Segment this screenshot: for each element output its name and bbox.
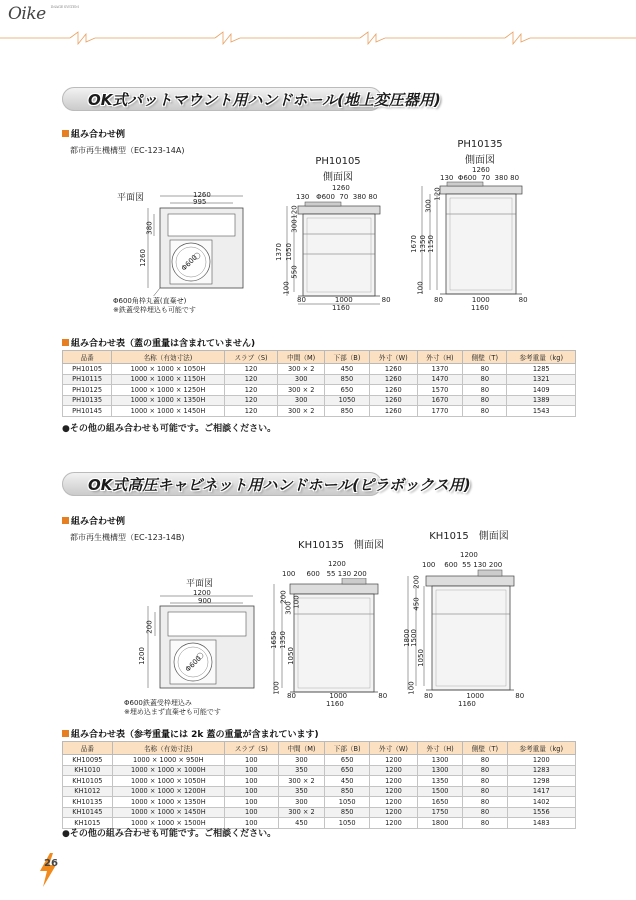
s2-side1-h4: 1350 xyxy=(278,631,287,649)
table-cell: 80 xyxy=(463,374,507,385)
s2-side2-h2: 1800 xyxy=(402,629,411,647)
table-cell: 1389 xyxy=(507,395,576,406)
table-header-cell: 参考重量（kg) xyxy=(507,351,576,364)
table-cell: 1556 xyxy=(507,807,575,818)
s2-side2-h0: 200 xyxy=(412,575,421,589)
s1-side2-h2: 1150 xyxy=(426,235,435,253)
table-cell: 1483 xyxy=(507,818,575,829)
s2-side2-base: 1160 xyxy=(458,700,476,708)
table-cell: 1200 xyxy=(370,765,418,776)
table-header-cell: 名称（有効寸法) xyxy=(112,351,224,364)
section2-standard: 都市再生機構型（EC-123-14B) xyxy=(70,533,185,542)
s2-plan-d-inner: 200 xyxy=(145,620,154,634)
table-cell: 1050 xyxy=(325,797,370,808)
s1-side2-h0: 1670 xyxy=(409,235,418,253)
s2-side1-h1: 300 xyxy=(284,601,293,615)
section2-combo-heading: 組み合わせ例 xyxy=(62,514,125,527)
table-cell: 80 xyxy=(463,807,507,818)
s1-side2-h4: 120 xyxy=(433,187,442,201)
page-number: 26 xyxy=(44,858,58,869)
s1-side1-h1: 1050 xyxy=(284,243,293,261)
s1-side2-h1: 1350 xyxy=(418,235,427,253)
table-cell: 1050 xyxy=(325,818,370,829)
section2-table-heading: 組み合わせ表（参考重量には 2k 蓋の重量が含まれています) xyxy=(62,727,319,740)
table-row xyxy=(63,364,576,375)
table-cell: 80 xyxy=(463,765,507,776)
table-cell: 300 xyxy=(278,374,325,385)
table-row xyxy=(63,776,576,787)
table-cell: 1800 xyxy=(417,818,463,829)
section1-footer-note: ●その他の組み合わせも可能です。ご相談ください。 xyxy=(62,424,277,434)
s1-side2-label: PH10135 xyxy=(457,139,503,150)
s2-side1-h3: 1650 xyxy=(269,631,278,649)
table-cell: 1200 xyxy=(370,755,418,766)
table-cell: 650 xyxy=(325,765,370,776)
table-cell: 1000 × 1000 × 1200H xyxy=(112,786,224,797)
table-cell: 1260 xyxy=(369,385,417,396)
table-cell: 850 xyxy=(325,786,370,797)
table-cell: 1570 xyxy=(417,385,463,396)
table-header-cell: 中間（M) xyxy=(278,742,325,755)
table-cell: 350 xyxy=(278,765,325,776)
table-cell: 1200 xyxy=(370,818,418,829)
s2-side1-seg: 100 600 55 130 200 xyxy=(282,570,367,578)
table-header-cell: 下部（B) xyxy=(325,742,370,755)
section2-plan-label: 平面図 xyxy=(186,579,214,589)
table-cell: 80 xyxy=(463,776,507,787)
table-cell: 1350 xyxy=(417,776,463,787)
table-cell: 650 xyxy=(324,385,369,396)
table-cell: 1000 × 1000 × 1150H xyxy=(112,374,224,385)
table-cell: 300 × 2 xyxy=(278,406,325,417)
table-cell: 1000 × 1000 × 1050H xyxy=(112,776,224,787)
company-logo: Oike $^{IMAGE SYSTEM}$ xyxy=(8,4,79,24)
table-cell: 1402 xyxy=(507,797,575,808)
table-cell: 1200 xyxy=(507,755,575,766)
s1-side1-label: PH10105 xyxy=(315,156,361,167)
table-cell: 100 xyxy=(224,755,278,766)
table-header-cell: 外寸（H) xyxy=(417,351,463,364)
table-cell: 100 xyxy=(224,786,278,797)
s2-side1-bottom: 80 1000 80 xyxy=(287,692,388,700)
table-cell: 300 xyxy=(278,395,325,406)
s1-plan-note-1: Φ600角枠丸蓋(直棄せ) xyxy=(113,297,187,305)
table-cell: 80 xyxy=(463,395,507,406)
table-cell: 1300 xyxy=(417,765,463,776)
table-cell: 1200 xyxy=(370,776,418,787)
table-header-cell: 中間（M) xyxy=(278,351,325,364)
s1-side1-top: 1260 xyxy=(332,184,350,192)
section1-spec-table xyxy=(62,350,576,417)
table-cell: 1260 xyxy=(369,395,417,406)
s2-side1-h5: 1050 xyxy=(286,647,295,665)
section1-title: OK式パットマウント用ハンドホール(地上変圧器用) xyxy=(88,91,441,109)
table-cell: PH10145 xyxy=(63,406,112,417)
table-cell: 1283 xyxy=(507,765,575,776)
table-row xyxy=(63,807,576,818)
table-header-cell: 側壁（T) xyxy=(463,742,507,755)
table-cell: 120 xyxy=(224,364,278,375)
s1-side1-bottom: 80 1000 80 xyxy=(297,296,391,304)
s1-side1-h3: 120 xyxy=(290,205,299,219)
table-header-cell: 側壁（T) xyxy=(463,351,507,364)
table-cell: 850 xyxy=(325,807,370,818)
table-cell: 1000 × 1000 × 1050H xyxy=(112,364,224,375)
table-cell: 100 xyxy=(224,807,278,818)
table-cell: 1670 xyxy=(417,395,463,406)
table-header-cell: スラブ（S) xyxy=(224,351,278,364)
s2-side2-h5: 100 xyxy=(407,681,416,695)
table-cell: 1470 xyxy=(417,374,463,385)
table-cell: 1750 xyxy=(417,807,463,818)
table-cell: PH10105 xyxy=(63,364,112,375)
table-cell: KH10145 xyxy=(63,807,113,818)
table-cell: 100 xyxy=(224,765,278,776)
table-cell: 1000 × 1000 × 1450H xyxy=(112,807,224,818)
table-row xyxy=(63,374,576,385)
section2-footer-note: ●その他の組み合わせも可能です。ご相談ください。 xyxy=(62,829,277,839)
table-cell: 120 xyxy=(224,395,278,406)
s1-side1-sublabel: 側面図 xyxy=(323,172,353,183)
s1-side2-seg: 130 Φ600 70 380 80 xyxy=(440,174,520,182)
table-cell: 850 xyxy=(324,406,369,417)
table-row xyxy=(63,406,576,417)
s1-side1-base: 1160 xyxy=(332,304,350,312)
header-line xyxy=(0,28,636,48)
s2-side1-h2: 100 xyxy=(292,595,301,609)
s1-plan-w-outer: 1260 xyxy=(193,191,211,199)
table-cell: 450 xyxy=(278,818,325,829)
table-cell: 1000 × 1000 × 1000H xyxy=(112,765,224,776)
s1-side2-bottom: 80 1000 80 xyxy=(434,296,528,304)
s2-side2-bottom: 80 1000 80 xyxy=(424,692,525,700)
s2-side2-top: 1200 xyxy=(460,551,478,559)
table-cell: 80 xyxy=(463,818,507,829)
table-header-cell: 外寸（W) xyxy=(370,742,418,755)
table-cell: 1285 xyxy=(507,364,576,375)
s1-plan-d-inner: 380 xyxy=(145,221,154,235)
s1-side2-sublabel: 側面図 xyxy=(465,155,495,166)
s2-plan-note-2: ※埋め込まず直棄せも可能です xyxy=(124,708,221,716)
table-cell: 300 xyxy=(278,797,325,808)
table-cell: 80 xyxy=(463,786,507,797)
s2-plan-w-inner: 900 xyxy=(198,597,212,605)
table-cell: 650 xyxy=(325,755,370,766)
section1-standard: 都市再生機構型（EC-123-14A) xyxy=(70,146,185,155)
table-cell: PH10125 xyxy=(63,385,112,396)
table-cell: 1050 xyxy=(324,395,369,406)
table-cell: 100 xyxy=(224,797,278,808)
table-cell: 1200 xyxy=(370,797,418,808)
table-cell: 100 xyxy=(224,818,278,829)
s2-plan-w-outer: 1200 xyxy=(193,589,211,597)
table-cell: 1000 × 1000 × 1350H xyxy=(112,797,224,808)
table-header-cell: 品番 xyxy=(63,351,112,364)
table-header-cell: 下部（B) xyxy=(324,351,369,364)
table-row xyxy=(63,755,576,766)
table-cell: 300 × 2 xyxy=(278,776,325,787)
table-cell: 1000 × 1000 × 1250H xyxy=(112,385,224,396)
s1-plan-d-outer: 1260 xyxy=(138,249,147,267)
table-cell: KH1012 xyxy=(63,786,113,797)
table-cell: 300 × 2 xyxy=(278,364,325,375)
table-row xyxy=(63,765,576,776)
section1-combo-heading: 組み合わせ例 xyxy=(62,127,125,140)
s1-side2-h5: 100 xyxy=(416,281,425,295)
table-cell: 1000 × 1000 × 1450H xyxy=(112,406,224,417)
table-cell: 1370 xyxy=(417,364,463,375)
s1-plan-w-inner: 995 xyxy=(193,198,207,206)
table-cell: 120 xyxy=(224,385,278,396)
s1-side1-h2: 300 xyxy=(290,219,299,233)
table-cell: 120 xyxy=(224,406,278,417)
table-cell: PH10135 xyxy=(63,395,112,406)
section1-plan-label: 平面図 xyxy=(117,193,145,203)
s1-side2-h3: 300 xyxy=(424,199,433,213)
table-cell: 300 × 2 xyxy=(278,807,325,818)
s1-side1-h4: 550 xyxy=(290,265,299,279)
s1-side2-top: 1260 xyxy=(472,166,490,174)
table-cell: 1200 xyxy=(370,807,418,818)
s2-side1-base: 1160 xyxy=(326,700,344,708)
table-cell: 350 xyxy=(278,786,325,797)
table-cell: 120 xyxy=(224,374,278,385)
table-cell: 1321 xyxy=(507,374,576,385)
table-header-cell: 外寸（W) xyxy=(369,351,417,364)
table-row xyxy=(63,395,576,406)
table-cell: 1200 xyxy=(370,786,418,797)
s2-side2-label: KH1015 側面図 xyxy=(429,531,509,542)
table-cell: 450 xyxy=(324,364,369,375)
table-cell: 100 xyxy=(224,776,278,787)
table-header-cell: 外寸（H) xyxy=(417,742,463,755)
table-header-cell: スラブ（S) xyxy=(224,742,278,755)
s2-side1-label: KH10135 側面図 xyxy=(298,540,384,551)
table-cell: 1417 xyxy=(507,786,575,797)
table-row xyxy=(63,385,576,396)
s1-side1-h5: 100 xyxy=(282,281,291,295)
table-cell: 300 xyxy=(278,755,325,766)
s2-side1-h6: 100 xyxy=(272,681,281,695)
table-header-cell: 参考重量（kg) xyxy=(507,742,575,755)
table-cell: KH10105 xyxy=(63,776,113,787)
table-cell: 1543 xyxy=(507,406,576,417)
section2-title: OK式高圧キャビネット用ハンドホール(ピラボックス用) xyxy=(88,476,471,494)
table-row xyxy=(63,786,576,797)
table-cell: 1409 xyxy=(507,385,576,396)
s1-side1-h0: 1370 xyxy=(274,243,283,261)
section1-table-heading: 組み合わせ表（蓋の重量は含まれていません) xyxy=(62,336,255,349)
section2-spec-table xyxy=(62,741,576,829)
s2-side1-h0: 200 xyxy=(279,590,288,604)
s2-side2-seg: 100 600 55 130 200 xyxy=(422,561,503,569)
s2-side2-h4: 1050 xyxy=(416,649,425,667)
table-cell: 1298 xyxy=(507,776,575,787)
table-header-cell: 品番 xyxy=(63,742,113,755)
s2-plan-note-1: Φ600鉄蓋受枠埋込み xyxy=(124,699,192,707)
table-cell: 300 × 2 xyxy=(278,385,325,396)
table-cell: 80 xyxy=(463,364,507,375)
table-cell: 1260 xyxy=(369,364,417,375)
s2-side2-h1: 450 xyxy=(412,597,421,611)
s2-plan-hole: Φ600 xyxy=(183,654,203,674)
table-cell: KH1015 xyxy=(63,818,113,829)
table-cell: 1650 xyxy=(417,797,463,808)
table-cell: 1260 xyxy=(369,406,417,417)
table-cell: 1500 xyxy=(417,786,463,797)
table-cell: 1300 xyxy=(417,755,463,766)
table-cell: PH10115 xyxy=(63,374,112,385)
table-cell: 80 xyxy=(463,797,507,808)
s1-plan-hole: Φ600 xyxy=(179,253,199,273)
table-cell: 1770 xyxy=(417,406,463,417)
table-cell: KH10095 xyxy=(63,755,113,766)
table-cell: 80 xyxy=(463,406,507,417)
s2-side1-top: 1200 xyxy=(328,560,346,568)
table-cell: 850 xyxy=(324,374,369,385)
table-cell: 450 xyxy=(325,776,370,787)
table-row xyxy=(63,797,576,808)
table-cell: 1000 × 1000 × 950H xyxy=(112,755,224,766)
table-cell: 1000 × 1000 × 1500H xyxy=(112,818,224,829)
s1-plan-note-2: ※鉄蓋受枠埋込も可能です xyxy=(113,306,196,314)
table-cell: 1260 xyxy=(369,374,417,385)
s1-side2-base: 1160 xyxy=(471,304,489,312)
s1-side1-seg: 130 Φ600 70 380 80 xyxy=(296,193,378,201)
table-header-cell: 名称（有効寸法) xyxy=(112,742,224,755)
s2-side2-h3: 1500 xyxy=(409,629,418,647)
table-cell: 1000 × 1000 × 1350H xyxy=(112,395,224,406)
table-cell: KH1010 xyxy=(63,765,113,776)
table-cell: KH10135 xyxy=(63,797,113,808)
s2-plan-d-outer: 1200 xyxy=(137,647,146,665)
table-cell: 80 xyxy=(463,385,507,396)
table-cell: 80 xyxy=(463,755,507,766)
